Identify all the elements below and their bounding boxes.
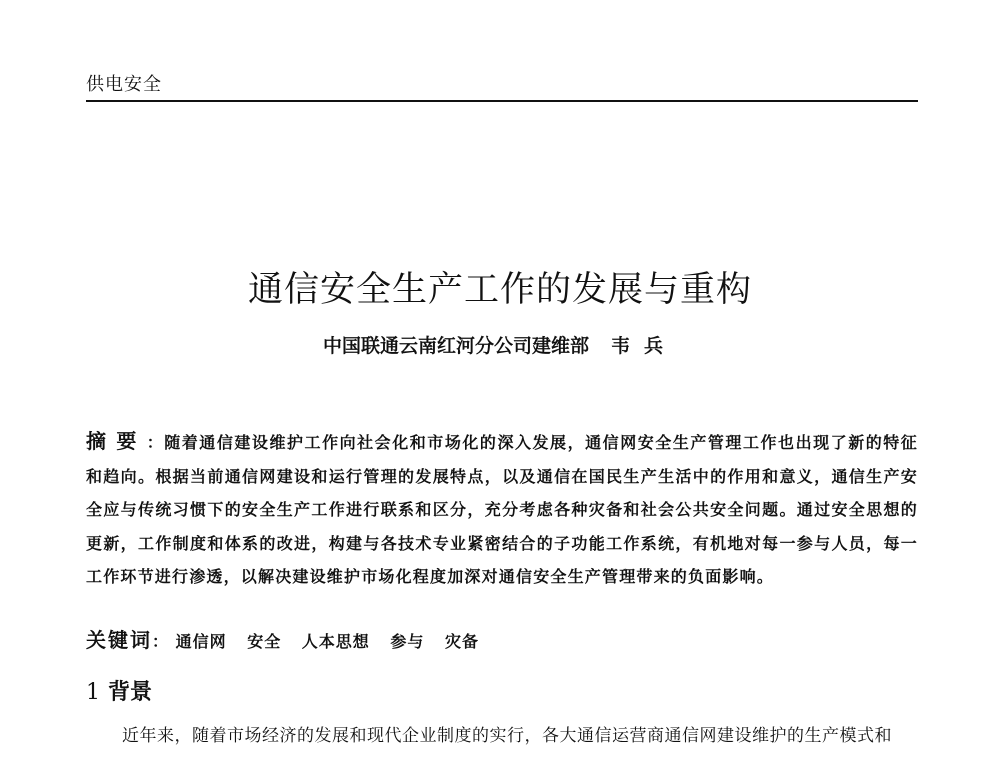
paper-title: 通信安全生产工作的发展与重构 — [247, 270, 752, 310]
section-title: 背景 — [108, 680, 153, 705]
keywords — [86, 624, 918, 653]
author-line — [0, 331, 1000, 358]
keywords-colon: ： — [152, 632, 170, 651]
keyword: 人本思想 — [301, 632, 370, 651]
keywords-label: 关键词 — [86, 628, 152, 652]
header-rule — [86, 100, 918, 102]
keyword: 通信网 — [175, 632, 227, 651]
body-paragraph: 近年来，随着市场经济的发展和现代企业制度的实行，各大通信运营商通信网建设维护的生产模式和 — [122, 726, 892, 746]
abstract — [86, 425, 918, 594]
running-header: 供电安全 — [86, 74, 162, 95]
keyword: 安全 — [247, 632, 282, 651]
author-affiliation: 中国联通云南红河分公司建维部 — [322, 335, 589, 357]
keyword: 灾备 — [444, 632, 479, 651]
keyword: 参与 — [390, 632, 425, 651]
section-heading — [86, 675, 152, 706]
abstract-label: 摘要 — [86, 429, 147, 453]
author-name: 韦兵 — [611, 335, 678, 357]
abstract-colon: ： — [146, 433, 165, 452]
section-number: 1 — [86, 680, 100, 705]
abstract-text: 随着通信建设维护工作向社会化和市场化的深入发展，通信网安全生产管理工作也出现了新的特征和趋向。根据当前通信网建设和运行管理的发展特点，以及通信在国民生产生活中的作用和意义，通信生产安全应与传统习惯下的安全生产工作进行联系和区分，充分考虑各种灾备和社会公共安全问题。通过安全思想的更新，工作制度和体系的改进，构建与各技术专业紧密结合的子功能工作系统，有机地对每一参与人员，每一工作环节进行渗透，以解决建设维护市场化程度加深对通信安全生产管理带来的负面影响。 — [86, 433, 919, 586]
